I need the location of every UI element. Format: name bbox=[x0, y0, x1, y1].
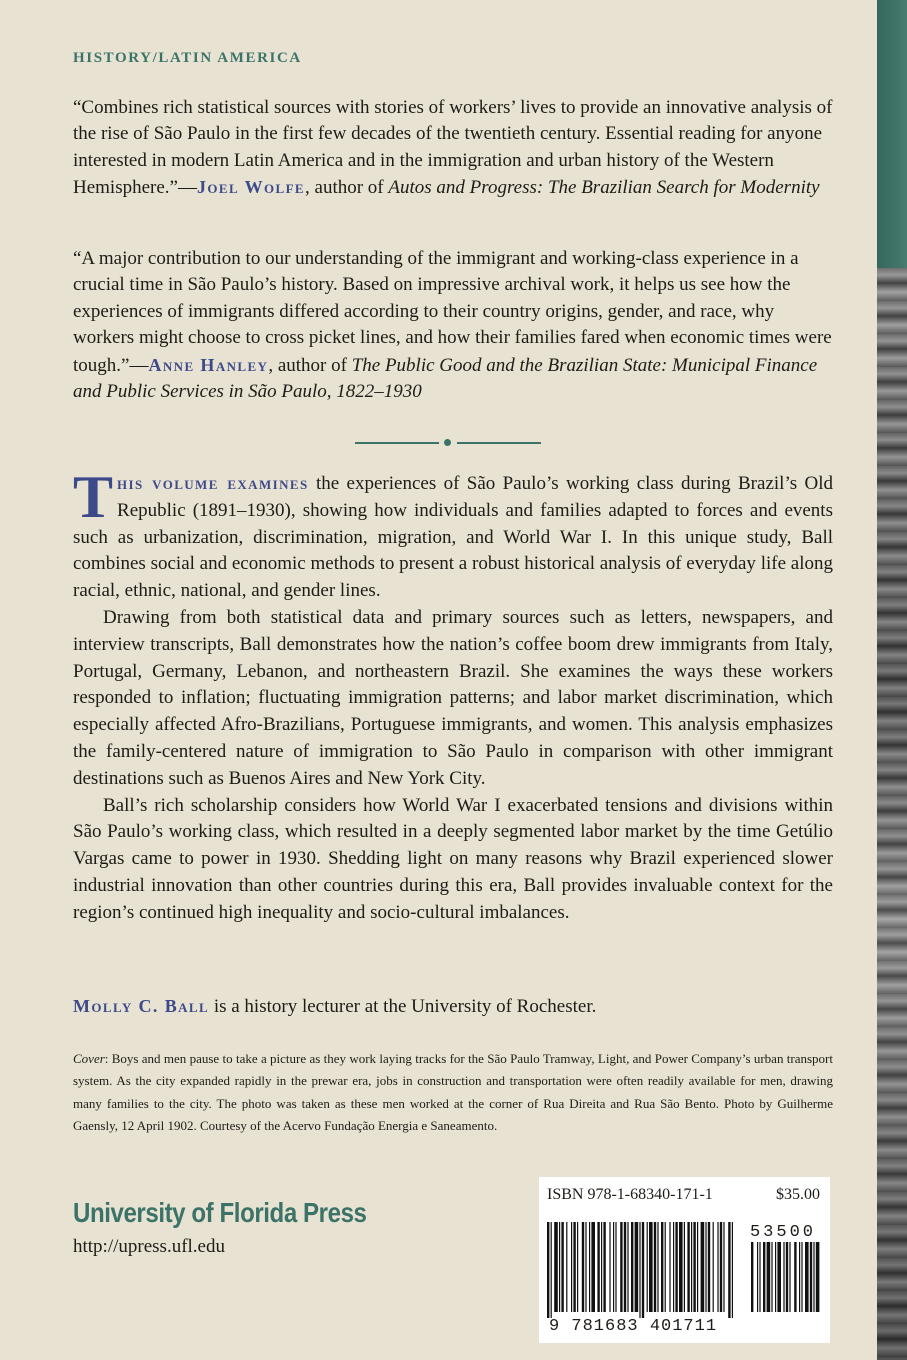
section-divider-ornament bbox=[355, 437, 541, 447]
blurb-author-name: Joel Wolfe bbox=[196, 177, 306, 198]
category-label: HISTORY/LATIN AMERICA bbox=[73, 50, 302, 66]
description-paragraph bbox=[73, 464, 833, 605]
blurb-work-title: The Public Good and the Brazilian State: Municipal Finance and Public Services in São Paulo, 1822–1930 bbox=[73, 354, 818, 403]
lead-smallcaps: his volume examines bbox=[117, 473, 309, 493]
publisher-name: University of Florida Press bbox=[73, 1197, 367, 1228]
cover-photo-edge bbox=[877, 268, 907, 1360]
description-paragraph: Drawing from both statistical data and primary sources such as letters, newspapers, and interview transcripts, Ball demonstrates how the nation’s coffee boom drew immigrants from Italy, Portugal, Germany, Lebanon, and northeastern Brazil. She examines the ways these workers responded to inflation; fluctuating immigration patterns; and labor market discrimination, which especially affected Afro-Brazilians, Portuguese immigrants, and women. This analysis emphasizes the family-centered nature of immigration to São Paulo in comparison with other immigrant destinations such as Buenos Aires and New York City. bbox=[73, 606, 833, 789]
blurb-work-title: Autos and Progress: The Brazilian Search for Modernity bbox=[388, 177, 820, 199]
blurb-text: “Combines rich statistical sources with stories of workers’ lives to provide an innovative analysis of the rise of São Paulo in the first few decades of the twentieth century. Essential reading for anyone interested in modern Latin America and in the immigration and urban history of the Western Hemisphere.”— bbox=[73, 97, 833, 199]
cover-caption-label: Cover bbox=[73, 1051, 105, 1066]
isbn-number: ISBN 978-1-68340-171-1 bbox=[547, 1186, 713, 1203]
price: $35.00 bbox=[776, 1186, 820, 1203]
book-description bbox=[73, 464, 833, 927]
blurb-text: “A major contribution to our understanding of the immigrant and working-class experience in a crucial time in São Paulo’s history. Based on impressive archival work, it helps us see how the experiences of immigrants differed according to their country origins, gender, and race, why workers might choose to cross picket lines, and how their families fared when economic times were tough.”— bbox=[73, 248, 832, 376]
description-paragraph-text: the experiences of São Paulo’s working class during Brazil’s Old Republic (1891–1930), showing how individuals and families adapted to forces and events such as urbanization, discrimination, migration, and World War I. In this unique study, Ball combines social and economic methods to present a robust historical analysis of everyday life along racial, ethnic, national, and gender lines. bbox=[73, 473, 833, 602]
publisher-url[interactable]: http://upress.ufl.edu bbox=[73, 1236, 225, 1257]
author-name: Molly C. Ball bbox=[73, 996, 210, 1016]
cover-caption-text: : Boys and men pause to take a picture as they work laying tracks for the São Paulo Tramway, Light, and Power Company’s urban transport system. As the city expanded rapidly in the prewar era, jobs in construction and transportation were often readily available for men, drawing many families to the city. The photo was taken as these men worked at the corner of Rua Direita and Rua São Bento. Photo by Guilherme Gaensly, 12 April 1902. Courtesy of the Acervo Fundação Energia e Saneamento. bbox=[73, 1051, 833, 1134]
description-paragraph: Ball’s rich scholarship considers how World War I exacerbated tensions and divisions within São Paulo’s working class, which resulted in a deeply segmented labor market by the time Getúlio Vargas came to power in 1930. Shedding light on many reasons why Brazil experienced slower industrial innovation than other countries during this era, Ball provides invaluable context for the region’s continued high inequality and socio-cultural imbalances. bbox=[73, 794, 833, 923]
drop-cap: T bbox=[73, 464, 114, 530]
barcode-digits: 9 781683 401711 bbox=[549, 1317, 718, 1336]
blurb-role: , author of bbox=[268, 354, 352, 376]
author-bio bbox=[73, 996, 596, 1018]
barcode-supplement-digits: 53500 bbox=[749, 1223, 816, 1242]
cover-caption bbox=[73, 1048, 833, 1138]
author-bio-text: is a history lecturer at the University of Rochester. bbox=[209, 996, 597, 1017]
blurb-role: , author of bbox=[305, 177, 389, 199]
barcode-box bbox=[539, 1177, 830, 1343]
blurb-hanley bbox=[73, 246, 833, 405]
blurb-wolfe bbox=[73, 95, 833, 202]
blurb-author-name: Anne Hanley bbox=[148, 354, 269, 375]
barcode-bars bbox=[545, 1222, 825, 1318]
